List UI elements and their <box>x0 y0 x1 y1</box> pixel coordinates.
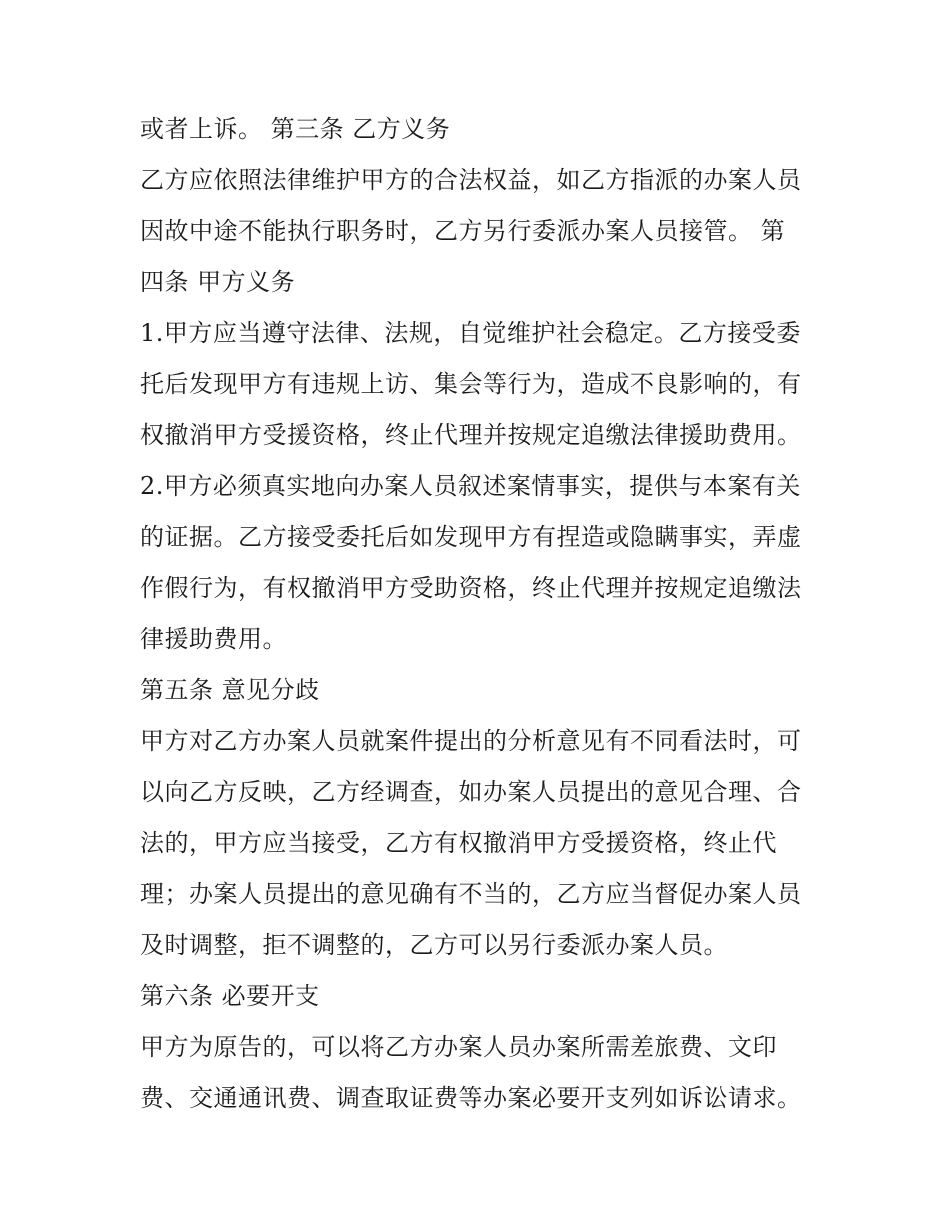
text-line-7: 权撤消甲方受援资格，终止代理并按规定追缴法律援助费用。 <box>140 421 802 449</box>
text-line-20: 费、交通通讯费、调查取证费等办案必要开支列如诉讼请求。 <box>140 1084 802 1112</box>
text-line-14: 以向乙方反映，乙方经调查，如办案人员提出的意见合理、合 <box>140 778 802 806</box>
text-line-1: 或者上诉。 第三条 乙方义务 <box>140 115 451 143</box>
text-line-10: 作假行为，有权撤消甲方受助资格，终止代理并按规定追缴法 <box>140 574 802 602</box>
text-line-11: 律援助费用。 <box>140 625 287 653</box>
text-line-19: 甲方为原告的，可以将乙方办案人员办案所需差旅费、文印 <box>140 1033 777 1061</box>
text-line-16: 理；办案人员提出的意见确有不当的，乙方应当督促办案人员 <box>140 880 802 908</box>
text-line-5: 1.甲方应当遵守法律、法规，自觉维护社会稳定。乙方接受委 <box>140 319 801 347</box>
text-line-2: 乙方应依照法律维护甲方的合法权益，如乙方指派的办案人员 <box>140 166 802 194</box>
text-line-8: 2.甲方必须真实地向办案人员叙述案情事实，提供与本案有关 <box>140 472 801 500</box>
section-heading-5: 第五条 意见分歧 <box>140 676 320 704</box>
text-line-3: 因故中途不能执行职务时，乙方另行委派办案人员接管。 第 <box>140 217 786 245</box>
section-heading-6: 第六条 必要开支 <box>140 982 320 1010</box>
document-page <box>140 104 830 1124</box>
text-line-15: 法的，甲方应当接受，乙方有权撤消甲方受援资格，终止代 <box>140 829 777 857</box>
text-line-9: 的证据。乙方接受委托后如发现甲方有捏造或隐瞒事实，弄虚 <box>140 523 802 551</box>
text-line-13: 甲方对乙方办案人员就案件提出的分析意见有不同看法时，可 <box>140 727 802 755</box>
text-line-6: 托后发现甲方有违规上访、集会等行为，造成不良影响的，有 <box>140 370 802 398</box>
text-line-4: 四条 甲方义务 <box>140 268 296 296</box>
text-line-17: 及时调整，拒不调整的，乙方可以另行委派办案人员。 <box>140 931 728 959</box>
